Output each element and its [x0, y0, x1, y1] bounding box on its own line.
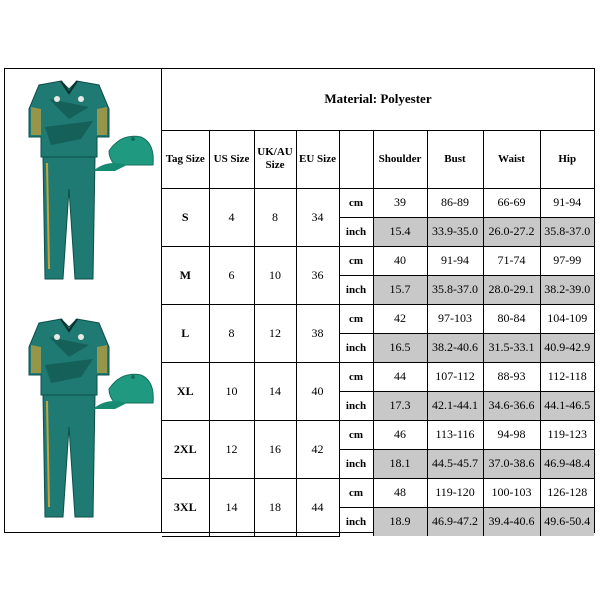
header-shoulder: Shoulder — [373, 130, 427, 188]
unit-cell: inch — [339, 507, 373, 536]
table-row — [162, 188, 594, 217]
waist-cm-cell: 80-84 — [483, 304, 540, 333]
size-tag-cell: L — [162, 304, 209, 362]
header-unit — [339, 130, 373, 188]
unit-cell: cm — [339, 478, 373, 507]
bust-inch-cell: 46.9-47.2 — [427, 507, 483, 536]
hip-cm-cell: 104-109 — [540, 304, 594, 333]
size-chart-frame — [4, 68, 595, 533]
hip-inch-cell: 35.8-37.0 — [540, 217, 594, 246]
waist-cm-cell: 88-93 — [483, 362, 540, 391]
product-image-column — [5, 69, 162, 532]
hip-cm-cell: 97-99 — [540, 246, 594, 275]
waist-inch-cell: 26.0-27.2 — [483, 217, 540, 246]
hip-cm-cell: 119-123 — [540, 420, 594, 449]
waist-inch-cell: 34.6-36.6 — [483, 391, 540, 420]
header-waist: Waist — [483, 130, 540, 188]
ukau-size-cell: 16 — [254, 420, 296, 478]
bust-cm-cell: 97-103 — [427, 304, 483, 333]
bust-cm-cell: 119-120 — [427, 478, 483, 507]
bust-cm-cell: 113-116 — [427, 420, 483, 449]
shoulder-inch-cell: 17.3 — [373, 391, 427, 420]
header-eu-size: EU Size — [296, 130, 339, 188]
pants-graphic — [43, 157, 95, 279]
shoulder-inch-cell: 16.5 — [373, 333, 427, 362]
shoulder-cm-cell: 40 — [373, 246, 427, 275]
bust-inch-cell: 44.5-45.7 — [427, 449, 483, 478]
size-table-column — [162, 69, 594, 532]
unit-cell: cm — [339, 304, 373, 333]
eu-size-cell: 40 — [296, 362, 339, 420]
bust-cm-cell: 91-94 — [427, 246, 483, 275]
shoulder-cm-cell: 48 — [373, 478, 427, 507]
jersey-graphic — [29, 81, 109, 157]
table-row — [162, 362, 594, 391]
unit-cell: cm — [339, 246, 373, 275]
table-row — [162, 478, 594, 507]
ukau-size-cell: 12 — [254, 304, 296, 362]
waist-inch-cell: 31.5-33.1 — [483, 333, 540, 362]
waist-inch-cell: 37.0-38.6 — [483, 449, 540, 478]
header-bust: Bust — [427, 130, 483, 188]
shoulder-cm-cell: 42 — [373, 304, 427, 333]
ukau-size-cell: 14 — [254, 362, 296, 420]
table-row — [162, 420, 594, 449]
unit-cell: inch — [339, 449, 373, 478]
unit-cell: inch — [339, 333, 373, 362]
hip-inch-cell: 49.6-50.4 — [540, 507, 594, 536]
hip-inch-cell: 44.1-46.5 — [540, 391, 594, 420]
unit-cell: cm — [339, 420, 373, 449]
bust-cm-cell: 86-89 — [427, 188, 483, 217]
header-hip: Hip — [540, 130, 594, 188]
us-size-cell: 8 — [209, 304, 254, 362]
hip-inch-cell: 40.9-42.9 — [540, 333, 594, 362]
size-tag-cell: 3XL — [162, 478, 209, 536]
bust-cm-cell: 107-112 — [427, 362, 483, 391]
table-row — [162, 246, 594, 275]
shoulder-cm-cell: 39 — [373, 188, 427, 217]
bust-inch-cell: 35.8-37.0 — [427, 275, 483, 304]
hip-inch-cell: 46.9-48.4 — [540, 449, 594, 478]
eu-size-cell: 38 — [296, 304, 339, 362]
waist-cm-cell: 66-69 — [483, 188, 540, 217]
product-image-top — [9, 79, 157, 289]
table-row — [162, 304, 594, 333]
unit-cell: inch — [339, 391, 373, 420]
header-us-size: US Size — [209, 130, 254, 188]
header-tag-size: Tag Size — [162, 130, 209, 188]
us-size-cell: 6 — [209, 246, 254, 304]
waist-cm-cell: 71-74 — [483, 246, 540, 275]
size-tag-cell: XL — [162, 362, 209, 420]
bust-inch-cell: 42.1-44.1 — [427, 391, 483, 420]
hip-cm-cell: 112-118 — [540, 362, 594, 391]
eu-size-cell: 44 — [296, 478, 339, 536]
hip-cm-cell: 91-94 — [540, 188, 594, 217]
us-size-cell: 14 — [209, 478, 254, 536]
size-tag-cell: 2XL — [162, 420, 209, 478]
unit-cell: inch — [339, 217, 373, 246]
waist-inch-cell: 28.0-29.1 — [483, 275, 540, 304]
waist-cm-cell: 94-98 — [483, 420, 540, 449]
unit-cell: cm — [339, 362, 373, 391]
ukau-size-cell: 18 — [254, 478, 296, 536]
eu-size-cell: 42 — [296, 420, 339, 478]
bust-inch-cell: 38.2-40.6 — [427, 333, 483, 362]
pants-graphic — [43, 395, 95, 517]
waist-inch-cell: 39.4-40.6 — [483, 507, 540, 536]
hip-inch-cell: 38.2-39.0 — [540, 275, 594, 304]
unit-cell: cm — [339, 188, 373, 217]
shoulder-inch-cell: 18.1 — [373, 449, 427, 478]
eu-size-cell: 36 — [296, 246, 339, 304]
header-ukau-size: UK/AU Size — [254, 130, 296, 188]
size-tag-cell: M — [162, 246, 209, 304]
cap-graphic — [93, 136, 153, 171]
shoulder-inch-cell: 15.4 — [373, 217, 427, 246]
product-image-bottom — [9, 317, 157, 527]
ukau-size-cell: 8 — [254, 188, 296, 246]
ukau-size-cell: 10 — [254, 246, 296, 304]
us-size-cell: 10 — [209, 362, 254, 420]
material-title: Material: Polyester — [162, 69, 594, 130]
us-size-cell: 12 — [209, 420, 254, 478]
bust-inch-cell: 33.9-35.0 — [427, 217, 483, 246]
unit-cell: inch — [339, 275, 373, 304]
size-table — [162, 69, 594, 537]
shoulder-cm-cell: 44 — [373, 362, 427, 391]
size-tag-cell: S — [162, 188, 209, 246]
hip-cm-cell: 126-128 — [540, 478, 594, 507]
shoulder-inch-cell: 18.9 — [373, 507, 427, 536]
shoulder-inch-cell: 15.7 — [373, 275, 427, 304]
eu-size-cell: 34 — [296, 188, 339, 246]
title-row — [162, 69, 594, 130]
us-size-cell: 4 — [209, 188, 254, 246]
cap-graphic — [93, 374, 153, 409]
header-row — [162, 130, 594, 188]
waist-cm-cell: 100-103 — [483, 478, 540, 507]
jersey-graphic — [29, 319, 109, 395]
shoulder-cm-cell: 46 — [373, 420, 427, 449]
